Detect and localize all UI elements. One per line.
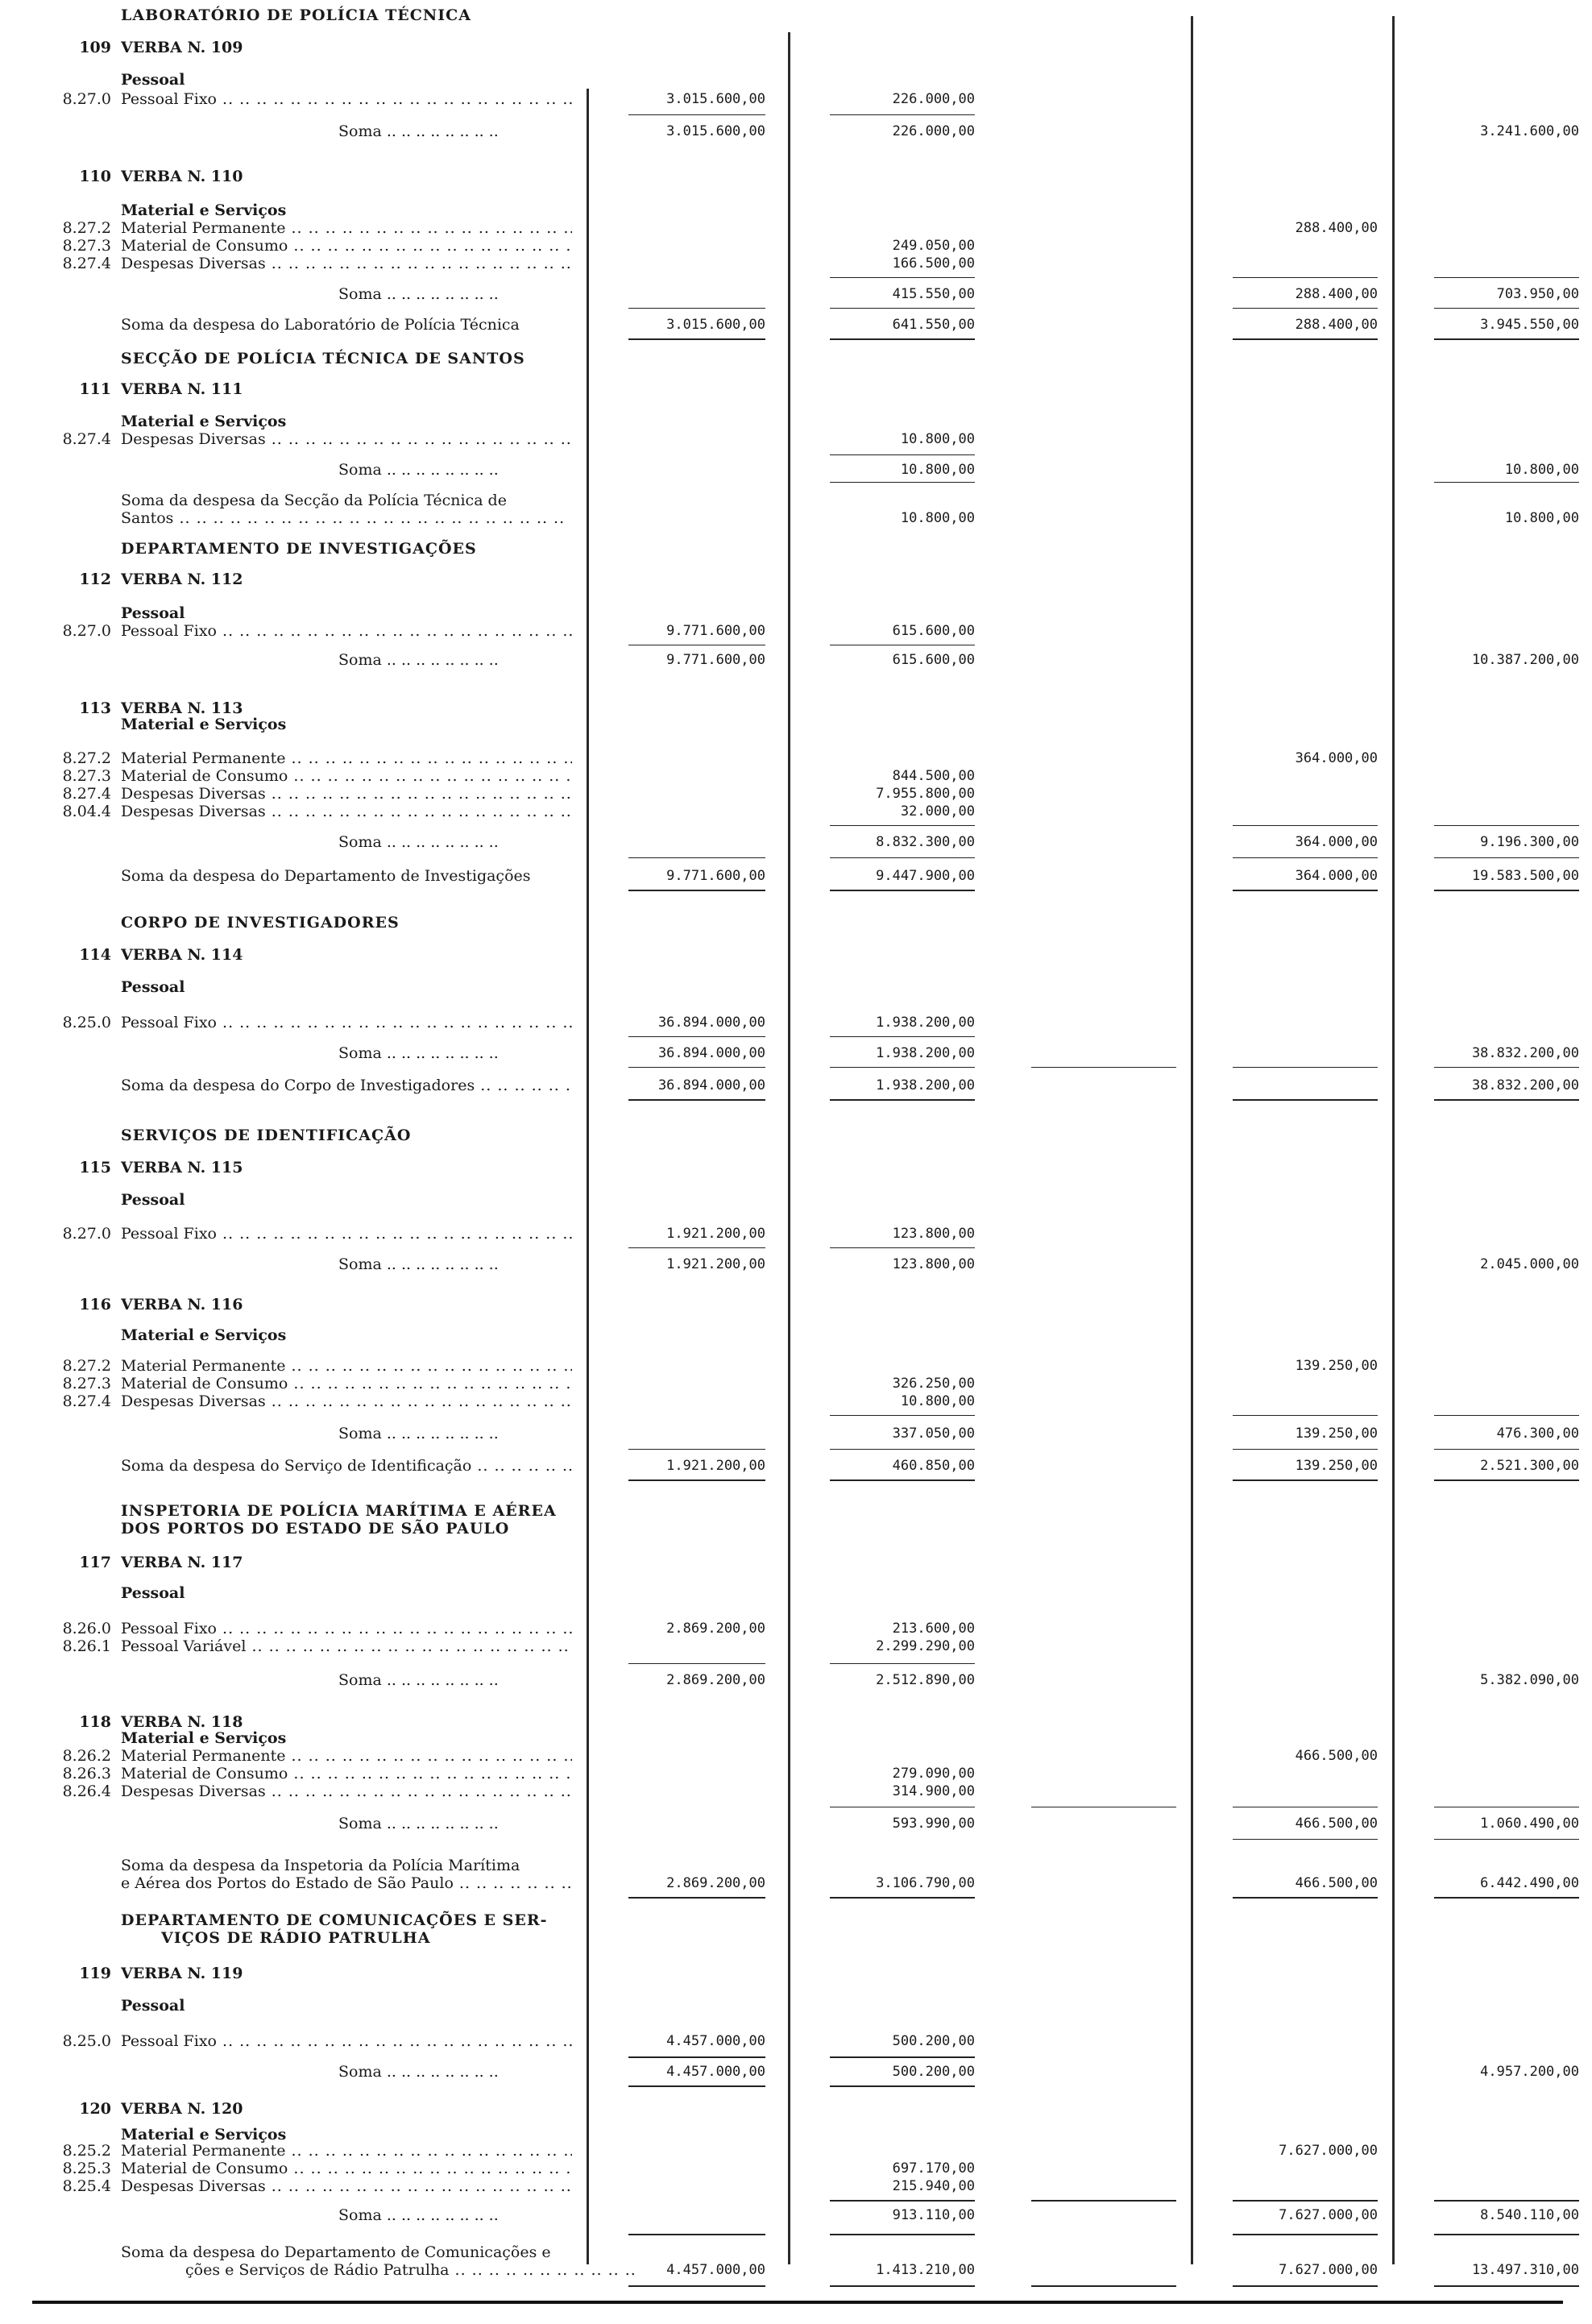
budget-line: 8.27.4 Despesas Diversas .. .. 10.800,00: [0, 1391, 1592, 1412]
soma-line: Soma .. .. 9.771.600,00 615.600,00 10.387.200,00: [0, 649, 1592, 670]
total-line: Soma da despesa do Departamento de Comunicações e: [121, 2243, 551, 2261]
total-line: Santos .. .. 10.800,00 10.800,00: [0, 508, 1592, 529]
section-title-text: DOS PORTOS DO ESTADO DE SÃO PAULO: [121, 1520, 510, 1538]
budget-line: 8.25.4 Despesas Diversas .. .. 215.940,00: [0, 2176, 1592, 2197]
budget-line: 8.04.4 Despesas Diversas .. .. 32.000,00: [0, 801, 1592, 822]
group-label: Pessoal: [121, 1997, 185, 2015]
verba-header: 119 VERBA N. 119: [79, 1965, 243, 1982]
verba-header: 117 VERBA N. 117: [79, 1554, 243, 1571]
verba-header: 110 VERBA N. 110: [79, 168, 243, 185]
budget-line: 8.26.0 Pessoal Fixo .. .. 2.869.200,00 213.600,00: [0, 1618, 1592, 1639]
soma-line: Soma .. .. 593.990,00 466.500,00 1.060.490,00: [0, 1813, 1592, 1834]
total-line: Soma da despesa do Departamento de Investigações 9.771.600,00 9.447.900,00 364.000,00 19.583.500,00: [121, 867, 1579, 885]
section-title-text: DEPARTAMENTO DE COMUNICAÇÕES E SER-: [121, 1911, 548, 1929]
budget-line: 8.26.1 Pessoal Variável .. .. 2.299.290,00: [0, 1636, 1592, 1657]
group-label: Material e Serviços: [121, 2126, 287, 2143]
section-title-text: CORPO DE INVESTIGADORES: [121, 914, 400, 932]
budget-line: 8.27.2 Material Permanente .. .. 288.400,00: [0, 218, 1592, 239]
group-label: Material e Serviços: [121, 1729, 287, 1747]
budget-line: 8.27.3 Material de Consumo .. .. 326.250,00: [0, 1373, 1592, 1394]
section-title: [0, 538, 1592, 559]
soma-line: Soma .. .. 8.832.300,00 364.000,00 9.196.300,00: [0, 832, 1592, 853]
soma-line: Soma .. .. 337.050,00 139.250,00 476.300,00: [0, 1423, 1592, 1444]
section-title-text: DEPARTAMENTO DE INVESTIGAÇÕES: [121, 540, 477, 558]
section-title-text: VIÇOS DE RÁDIO PATRULHA: [161, 1929, 431, 1947]
soma-line: Soma .. .. 4.457.000,00 500.200,00 4.957.200,00: [0, 2061, 1592, 2082]
soma-line: Soma .. .. 415.550,00 288.400,00 703.950,00: [0, 284, 1592, 305]
soma-line: Soma .. .. 10.800,00 10.800,00: [0, 459, 1592, 480]
soma-line: Soma .. .. 2.869.200,00 2.512.890,00 5.382.090,00: [0, 1670, 1592, 1691]
budget-line: 8.27.4 Despesas Diversas .. .. 7.955.800,00: [0, 783, 1592, 804]
group-label: Material e Serviços: [121, 716, 287, 733]
budget-line: 8.27.3 Material de Consumo .. .. 844.500,00: [0, 766, 1592, 786]
total-line: ções e Serviços de Rádio Patrulha .. .. 4.457.000,00 1.413.210,00 7.627.000,00 13.497.310,00: [0, 2260, 1592, 2280]
verba-header: 113 VERBA N. 113: [79, 699, 243, 717]
verba-header: 118 VERBA N. 118: [79, 1713, 243, 1731]
total-line: Soma da despesa da Secção da Polícia Técnica de: [121, 492, 507, 509]
verba-header: 115 VERBA N. 115: [79, 1159, 243, 1177]
soma-line: Soma .. .. 3.015.600,00 226.000,00 3.241.600,00: [0, 121, 1592, 142]
budget-line: 8.25.0 Pessoal Fixo .. .. 36.894.000,00 1.938.200,00: [0, 1012, 1592, 1033]
budget-line: 8.27.4 Despesas Diversas .. .. 166.500,00: [0, 253, 1592, 274]
section-title: [0, 1125, 1592, 1146]
page-bottom-rule: [32, 2301, 1563, 2304]
verba-header: 116 VERBA N. 116: [79, 1296, 243, 1313]
group-label: Material e Serviços: [121, 413, 287, 430]
section-title: [0, 348, 1592, 369]
budget-line: 8.26.2 Material Permanente .. .. 466.500,00: [0, 1745, 1592, 1766]
verba-header: 112 VERBA N. 112: [79, 571, 243, 588]
soma-line: Soma .. .. 36.894.000,00 1.938.200,00 38.832.200,00: [0, 1043, 1592, 1064]
budget-line: 8.27.0 Pessoal Fixo .. .. 9.771.600,00 615.600,00: [0, 620, 1592, 641]
budget-line: 8.27.4 Despesas Diversas .. .. 10.800,00: [0, 429, 1592, 450]
section-title: [0, 912, 1592, 933]
budget-line: 8.27.3 Material de Consumo .. .. 249.050,00: [0, 235, 1592, 256]
verba-header: 114 VERBA N. 114: [79, 946, 243, 964]
section-title-text: SERVIÇOS DE IDENTIFICAÇÃO: [121, 1127, 412, 1144]
group-label: Pessoal: [121, 71, 185, 89]
group-label: Pessoal: [121, 604, 185, 622]
section-title: [0, 5, 1592, 26]
section-title: [0, 1928, 1592, 1948]
total-line: Soma da despesa do Laboratório de Polícia Técnica 3.015.600,00 641.550,00 288.400,00 3.945.550,00: [121, 316, 1579, 334]
section-title-text: LABORATÓRIO DE POLÍCIA TÉCNICA: [121, 6, 471, 24]
section-title-text: SECÇÃO DE POLÍCIA TÉCNICA DE SANTOS: [121, 350, 525, 367]
verba-header: 120 VERBA N. 120: [79, 2100, 243, 2118]
total-line: Soma da despesa da Inspetoria da Polícia Marítima: [121, 1857, 520, 1874]
budget-line: 8.25.0 Pessoal Fixo .. .. 4.457.000,00 500.200,00: [0, 2031, 1592, 2052]
soma-line: Soma .. .. 1.921.200,00 123.800,00 2.045.000,00: [0, 1254, 1592, 1275]
total-line: Soma da despesa do Serviço de Identificação .. .. 1.921.200,00 460.850,00 139.250,00 2.521.300,00: [0, 1455, 1592, 1476]
section-title: [0, 1518, 1592, 1539]
budget-line: 8.27.0 Pessoal Fixo .. .. 1.921.200,00 123.800,00: [0, 1223, 1592, 1244]
budget-line: 8.27.2 Material Permanente .. .. 364.000,00: [0, 748, 1592, 769]
group-label: Material e Serviços: [121, 1326, 287, 1344]
budget-line: 8.26.4 Despesas Diversas .. .. 314.900,00: [0, 1781, 1592, 1802]
budget-line: 8.25.2 Material Permanente .. .. 7.627.000,00: [0, 2140, 1592, 2161]
budget-line: 8.26.3 Material de Consumo .. .. 279.090,00: [0, 1763, 1592, 1784]
budget-line: 8.25.3 Material de Consumo .. .. 697.170,00: [0, 2158, 1592, 2179]
verba-header: 109 VERBA N. 109: [79, 39, 243, 56]
verba-header: 111 VERBA N. 111: [79, 380, 243, 398]
group-label: Pessoal: [121, 1584, 185, 1602]
total-line: e Aérea dos Portos do Estado de São Paulo .. .. 2.869.200,00 3.106.790,00 466.500,00 6.442.490,00: [0, 1873, 1592, 1894]
soma-line: Soma .. .. 913.110,00 7.627.000,00 8.540.110,00: [0, 2205, 1592, 2226]
budget-line: 8.27.0 Pessoal Fixo .. .. 3.015.600,00 226.000,00: [0, 89, 1592, 110]
group-label: Pessoal: [121, 978, 185, 996]
section-title-text: INSPETORIA DE POLÍCIA MARÍTIMA E AÉREA: [121, 1502, 557, 1520]
budget-line: 8.27.2 Material Permanente .. .. 139.250,00: [0, 1355, 1592, 1376]
group-label: Pessoal: [121, 1191, 185, 1209]
group-label: Material e Serviços: [121, 201, 287, 219]
total-line: Soma da despesa do Corpo de Investigadores .. .. 36.894.000,00 1.938.200,00 38.832.200,00: [0, 1075, 1592, 1096]
